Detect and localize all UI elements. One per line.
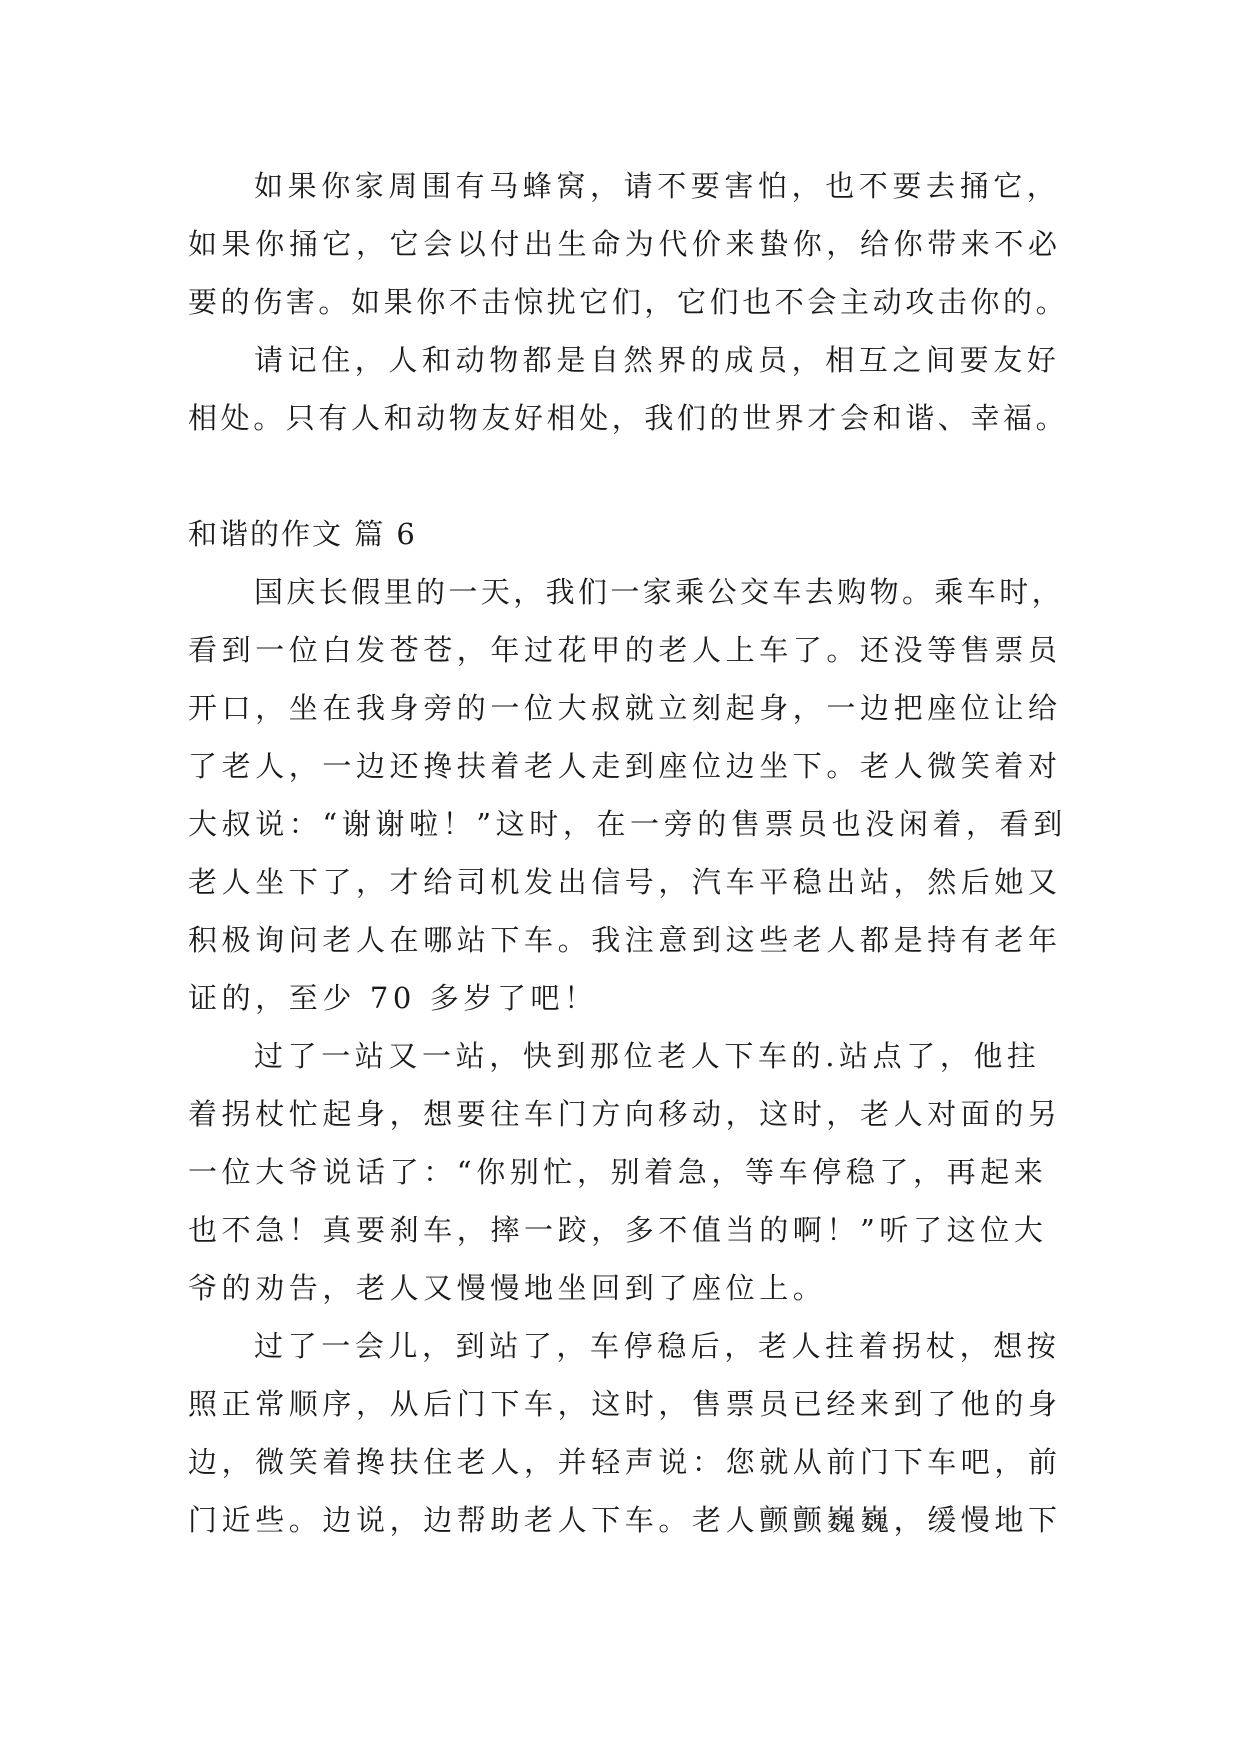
paragraph-bees [188, 157, 1068, 331]
text-line: 国庆长假里的一天，我们一家乘公交车去购物。乘车时， [254, 575, 1065, 609]
paragraph-arrival [188, 1317, 1068, 1549]
text-line: 边，微笑着搀扶住老人，并轻声说：您就从前门下车吧，前 [188, 1445, 1062, 1479]
text-line: 一位大爷说话了：“你别忙，别着急，等车停稳了，再起来 [188, 1155, 1048, 1189]
text-line: 老人坐下了，才给司机发出信号，汽车平稳出站，然后她又 [188, 865, 1062, 899]
text-line: 爷的劝告，老人又慢慢地坐回到了座位上。 [188, 1271, 827, 1305]
text-line: 门近些。边说，边帮助老人下车。老人颤颤巍巍，缓慢地下 [188, 1503, 1062, 1537]
paragraph-remember [188, 331, 1068, 447]
text-line: 请记住，人和动物都是自然界的成员，相互之间要友好 [254, 343, 1061, 377]
paragraph-bus-ride [188, 563, 1068, 1027]
text-line: 着拐杖忙起身，想要往车门方向移动，这时，老人对面的另 [188, 1097, 1062, 1131]
text-line: 大叔说：“谢谢啦！”这时，在一旁的售票员也没闲着，看到 [188, 807, 1067, 841]
text-line: 了老人，一边还搀扶着老人走到座位边坐下。老人微笑着对 [188, 749, 1062, 783]
text-line: 证的，至少 70 多岁了吧！ [188, 981, 598, 1015]
paragraph-stops [188, 1027, 1068, 1317]
text-line: 过了一会儿，到站了，车停稳后，老人拄着拐杖，想按 [254, 1329, 1061, 1363]
section-title: 和谐的作文 篇 6 [188, 517, 417, 551]
text-line: 过了一站又一站，快到那位老人下车的.站点了，他拄 [254, 1039, 1041, 1073]
text-line: 要的伤害。如果你不击惊扰它们，它们也不会主动攻击你的。 [188, 285, 1069, 319]
text-line: 如果你捅它，它会以付出生命为代价来蛰你，给你带来不必 [188, 227, 1062, 261]
text-line: 积极询问老人在哪站下车。我注意到这些老人都是持有老年 [188, 923, 1062, 957]
text-line: 看到一位白发苍苍，年过花甲的老人上车了。还没等售票员 [188, 633, 1062, 667]
text-line: 相处。只有人和动物友好相处，我们的世界才会和谐、幸福。 [188, 401, 1069, 435]
text-line: 也不急！真要刹车，摔一跤，多不值当的啊！”听了这位大 [188, 1213, 1048, 1247]
text-line: 开口，坐在我身旁的一位大叔就立刻起身，一边把座位让给 [188, 691, 1062, 725]
text-line: 如果你家周围有马蜂窝，请不要害怕，也不要去捅它， [254, 169, 1061, 203]
text-line: 照正常顺序，从后门下车，这时，售票员已经来到了他的身 [188, 1387, 1062, 1421]
